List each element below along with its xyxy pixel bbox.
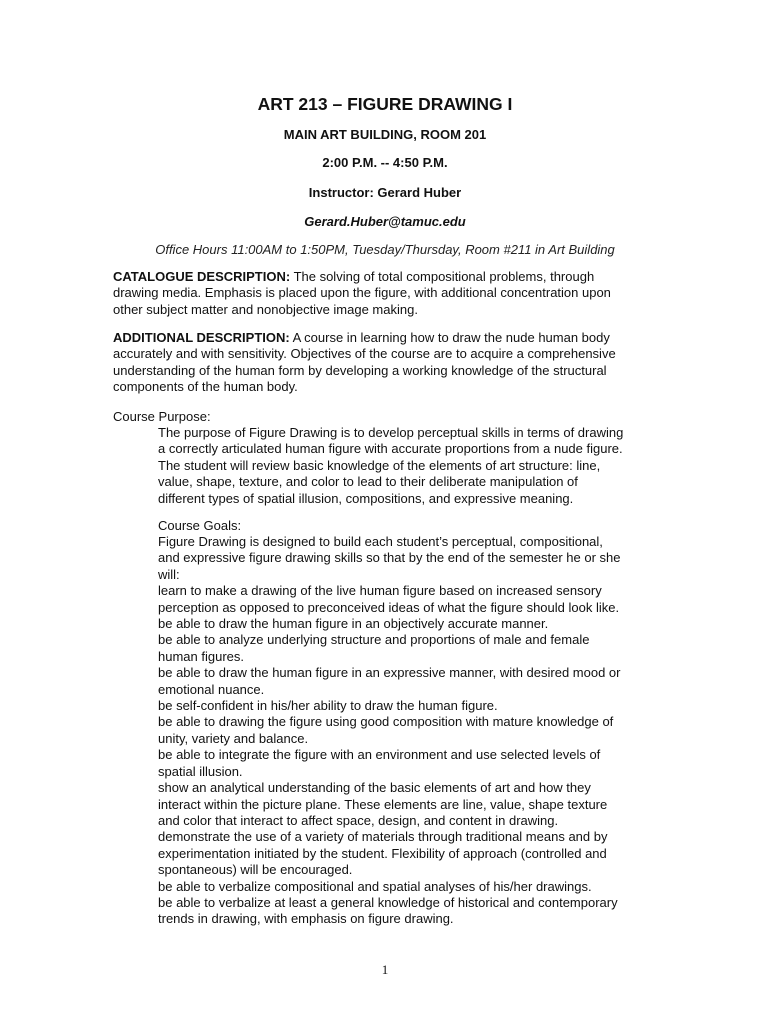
text-line: demonstrate the use of a variety of materials through traditional means and by <box>158 829 608 845</box>
course-title: ART 213 – FIGURE DRAWING I <box>257 94 513 114</box>
course-purpose-text <box>158 425 678 507</box>
text-line: learn to make a drawing of the live human figure based on increased sensory <box>158 583 602 599</box>
text-line-content: The solving of total compositional problems, through <box>290 269 595 284</box>
location: MAIN ART BUILDING, ROOM 201 <box>283 127 487 142</box>
text-line: be able to verbalize compositional and spatial analyses of his/her drawings. <box>158 878 592 894</box>
course-goals-heading: Course Goals: <box>158 518 242 533</box>
text-line: different types of spatial illusion, compositions, and expressive meaning. <box>158 490 574 506</box>
text-line: be able to analyze underlying structure and proportions of male and female <box>158 632 590 648</box>
text-line: be able to drawing the figure using good composition with mature knowledge of <box>158 714 614 730</box>
text-line: value, shape, texture, and color to lead to their deliberate manipulation of <box>158 474 578 490</box>
text-line: understanding of the human form by developing a working knowledge of the structural <box>113 362 607 378</box>
text-line: The purpose of Figure Drawing is to develop perceptual skills in terms of drawing <box>158 425 624 440</box>
text-line <box>113 269 673 285</box>
text-line: will: <box>158 566 180 582</box>
page-number: 1 <box>381 962 389 977</box>
instructor: Instructor: Gerard Huber <box>308 185 462 200</box>
text-line: be self-confident in his/her ability to draw the human figure. <box>158 698 498 714</box>
text-line: show an analytical understanding of the basic elements of art and how they <box>158 780 591 796</box>
text-line: accurately and with sensitivity. Objectives of the course are to acquire a comprehensive <box>113 346 616 362</box>
text-line: The student will review basic knowledge of the elements of art structure: line, <box>158 457 601 473</box>
course-goals-list <box>158 534 678 928</box>
text-line: perception as opposed to preconceived ideas of what the figure should look like. <box>158 599 620 615</box>
text-line: interact within the picture plane. These elements are line, value, shape texture <box>158 796 608 812</box>
text-line: spatial illusion. <box>158 763 243 779</box>
text-line-content: A course in learning how to draw the nude human body <box>289 330 610 345</box>
text-line <box>113 330 673 346</box>
text-line: trends in drawing, with emphasis on figure drawing. <box>158 911 454 927</box>
instructor-email[interactable]: Gerard.Huber@tamuc.edu <box>304 214 466 229</box>
text-line: and expressive figure drawing skills so that by the end of the semester he or she <box>158 550 621 566</box>
course-purpose-heading: Course Purpose: <box>113 409 211 424</box>
section-label: CATALOGUE DESCRIPTION: <box>113 269 291 284</box>
text-line: be able to verbalize at least a general knowledge of historical and contemporary <box>158 894 618 910</box>
text-line: components of the human body. <box>113 379 298 395</box>
text-line: be able to draw the human figure in an expressive manner, with desired mood or <box>158 665 621 681</box>
class-time: 2:00 P.M. -- 4:50 P.M. <box>322 155 448 170</box>
text-line: experimentation initiated by the student. Flexibility of approach (controlled and <box>158 845 607 861</box>
section-label: ADDITIONAL DESCRIPTION: <box>113 330 290 345</box>
text-line: be able to draw the human figure in an objectively accurate manner. <box>158 616 549 632</box>
text-line: emotional nuance. <box>158 681 265 697</box>
text-line: and color that interact to affect space, design, and content in drawing. <box>158 812 559 828</box>
text-line: spontaneous) will be encouraged. <box>158 862 353 878</box>
office-hours: Office Hours 11:00AM to 1:50PM, Tuesday/Thursday, Room #211 in Art Building <box>155 242 615 257</box>
text-line: a correctly articulated human figure with accurate proportions from a nude figure. <box>158 441 623 457</box>
text-line: be able to integrate the figure with an environment and use selected levels of <box>158 747 601 763</box>
additional-description <box>113 330 673 396</box>
text-line: drawing media. Emphasis is placed upon the figure, with additional concentration upon <box>113 285 611 301</box>
text-line: unity, variety and balance. <box>158 730 309 746</box>
catalogue-description <box>113 269 673 318</box>
text-line: human figures. <box>158 648 244 664</box>
text-line: other subject matter and nonobjective image making. <box>113 301 418 317</box>
text-line: Figure Drawing is designed to build each student’s perceptual, compositional, <box>158 534 603 549</box>
